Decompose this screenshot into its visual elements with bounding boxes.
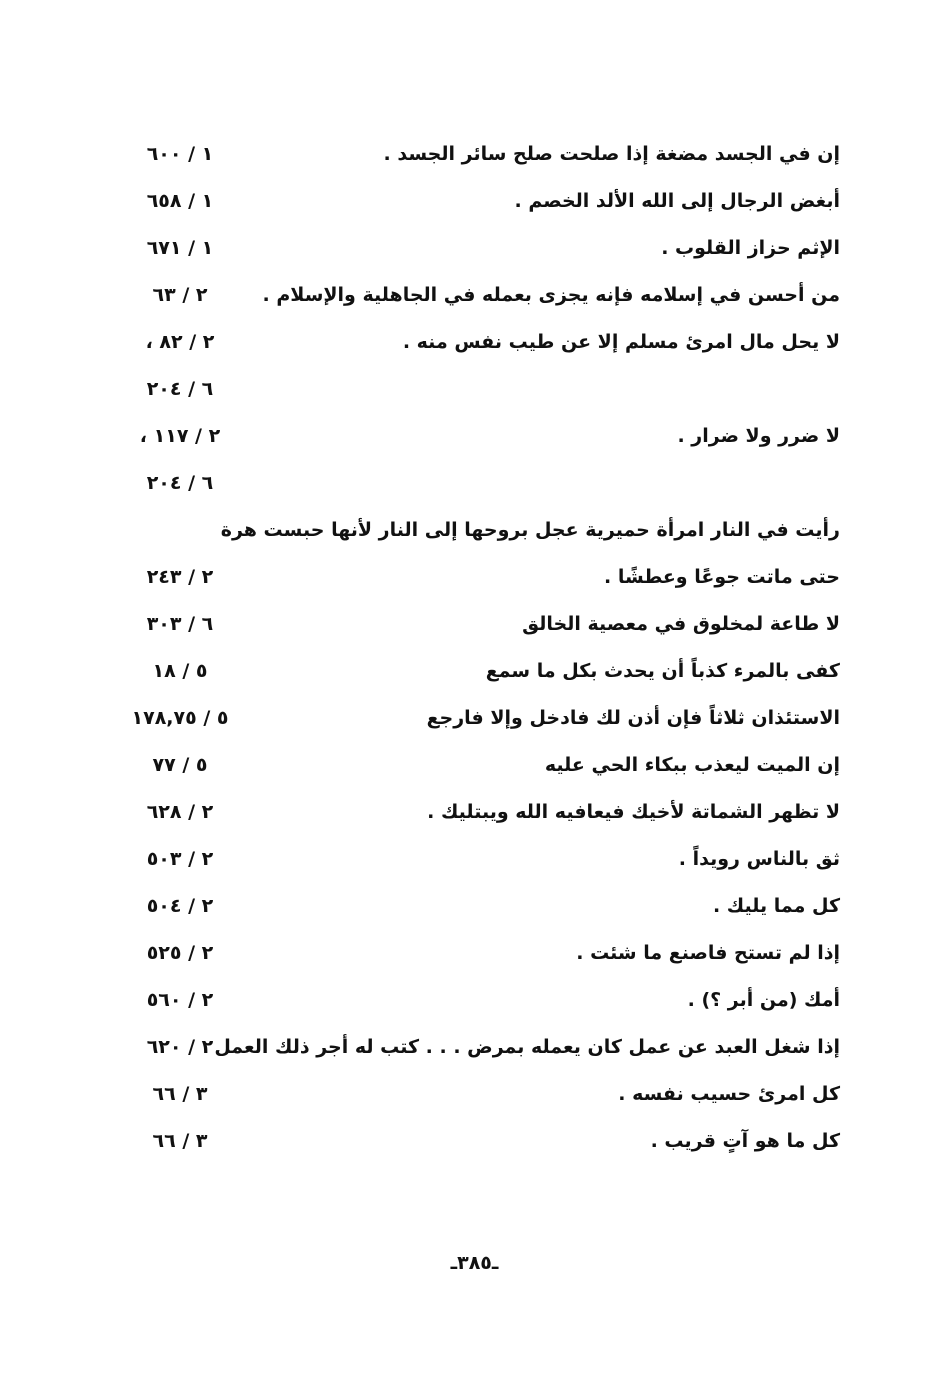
- index-entry: [120, 181, 840, 228]
- entry-text: من أحسن في إسلامه فإنه يجزى بعمله في الجاهلية والإسلام .: [262, 284, 840, 306]
- entry-reference: ٥ / ١٨: [152, 660, 208, 682]
- entry-reference: ٢ / ٥٦٠: [146, 989, 214, 1011]
- index-entry: [120, 604, 840, 651]
- entry-reference: ٣ / ٦٦: [152, 1130, 208, 1152]
- index-entry: [120, 275, 840, 322]
- index-entry: [120, 463, 840, 510]
- entry-reference: ٣ / ٦٦: [152, 1083, 208, 1105]
- entry-text: إذا لم تستح فاصنع ما شئت .: [576, 942, 840, 964]
- entry-reference: ٢ / ١١٧ ،: [139, 425, 221, 447]
- entry-text: لا طاعة لمخلوق في معصية الخالق: [522, 613, 840, 635]
- index-entry: [120, 369, 840, 416]
- entry-text: كل ما هو آتٍ قريب .: [650, 1130, 840, 1152]
- index-entry: [120, 1027, 840, 1074]
- index-entry: [120, 322, 840, 369]
- index-entry: [120, 416, 840, 463]
- entry-reference: ٢ / ٦٣: [152, 284, 208, 306]
- entry-text: إن الميت ليعذب ببكاء الحي عليه: [544, 754, 840, 776]
- entry-reference: ١ / ٦٧١: [146, 237, 214, 259]
- entry-text: أمك (من أبر ؟) .: [687, 989, 840, 1011]
- index-entry: [120, 651, 840, 698]
- index-entry: [120, 510, 840, 557]
- hadith-index-list: [120, 134, 840, 1168]
- entry-reference: ١ / ٦٥٨: [146, 190, 214, 212]
- index-entry: [120, 134, 840, 181]
- index-entry: [120, 698, 840, 745]
- entry-reference: ٢ / ٥٠٣: [146, 848, 214, 870]
- entry-text: لا ضرر ولا ضرار .: [677, 425, 840, 447]
- index-entry: [120, 933, 840, 980]
- entry-text: الإثم حزاز القلوب .: [661, 237, 840, 259]
- entry-text: أبغض الرجال إلى الله الألد الخصم .: [514, 190, 840, 212]
- entry-text: إذا شغل العبد عن عمل كان يعمله بمرض . . . كتب له أجر ذلك العمل: [214, 1036, 840, 1058]
- entry-reference: ٦ / ٢٠٤: [146, 378, 214, 400]
- entry-reference: ١ / ٦٠٠: [146, 143, 214, 165]
- entry-text: ثق بالناس رويداً .: [678, 848, 840, 870]
- entry-text: الاستئذان ثلاثاً فإن أذن لك فادخل وإلا فارجع: [426, 707, 840, 729]
- entry-reference: ٥ / ٧٧: [152, 754, 208, 776]
- entry-text: إن في الجسد مضغة إذا صلحت صلح سائر الجسد .: [383, 143, 840, 165]
- entry-text: كفى بالمرء كذباً أن يحدث بكل ما سمع: [485, 660, 840, 682]
- index-entry: [120, 886, 840, 933]
- entry-reference: ٢ / ٢٤٣: [146, 566, 214, 588]
- entry-reference: ٢ / ٥٢٥: [146, 942, 214, 964]
- index-entry: [120, 1074, 840, 1121]
- entry-text: كل مما يليك .: [712, 895, 840, 917]
- index-entry: [120, 839, 840, 886]
- page-number: ـ٣٨٥ـ: [450, 1252, 499, 1274]
- index-entry: [120, 792, 840, 839]
- entry-text: حتى ماتت جوعًا وعطشًا .: [604, 566, 840, 588]
- entry-reference: ٢ / ٥٠٤: [146, 895, 214, 917]
- entry-reference: ٥ / ١٧٨,٧٥: [131, 707, 229, 729]
- entry-reference: ٦ / ٣٠٣: [146, 613, 214, 635]
- index-entry: [120, 745, 840, 792]
- index-entry: [120, 1121, 840, 1168]
- index-entry: [120, 228, 840, 275]
- index-entry: [120, 557, 840, 604]
- entry-text: لا يحل مال امرئ مسلم إلا عن طيب نفس منه .: [402, 331, 840, 353]
- entry-reference: ٦ / ٢٠٤: [146, 472, 214, 494]
- entry-text: كل امرئ حسيب نفسه .: [618, 1083, 840, 1105]
- index-entry: [120, 980, 840, 1027]
- entry-reference: ٢ / ٦٢٠: [146, 1036, 214, 1058]
- entry-reference: ٢ / ٨٢ ،: [145, 331, 215, 353]
- entry-text: لا تظهر الشماتة لأخيك فيعافيه الله ويبتليك .: [427, 801, 840, 823]
- entry-reference: ٢ / ٦٢٨: [146, 801, 214, 823]
- entry-text: رأيت في النار امرأة حميرية عجل بروحها إلى النار لأنها حبست هرة: [220, 519, 840, 541]
